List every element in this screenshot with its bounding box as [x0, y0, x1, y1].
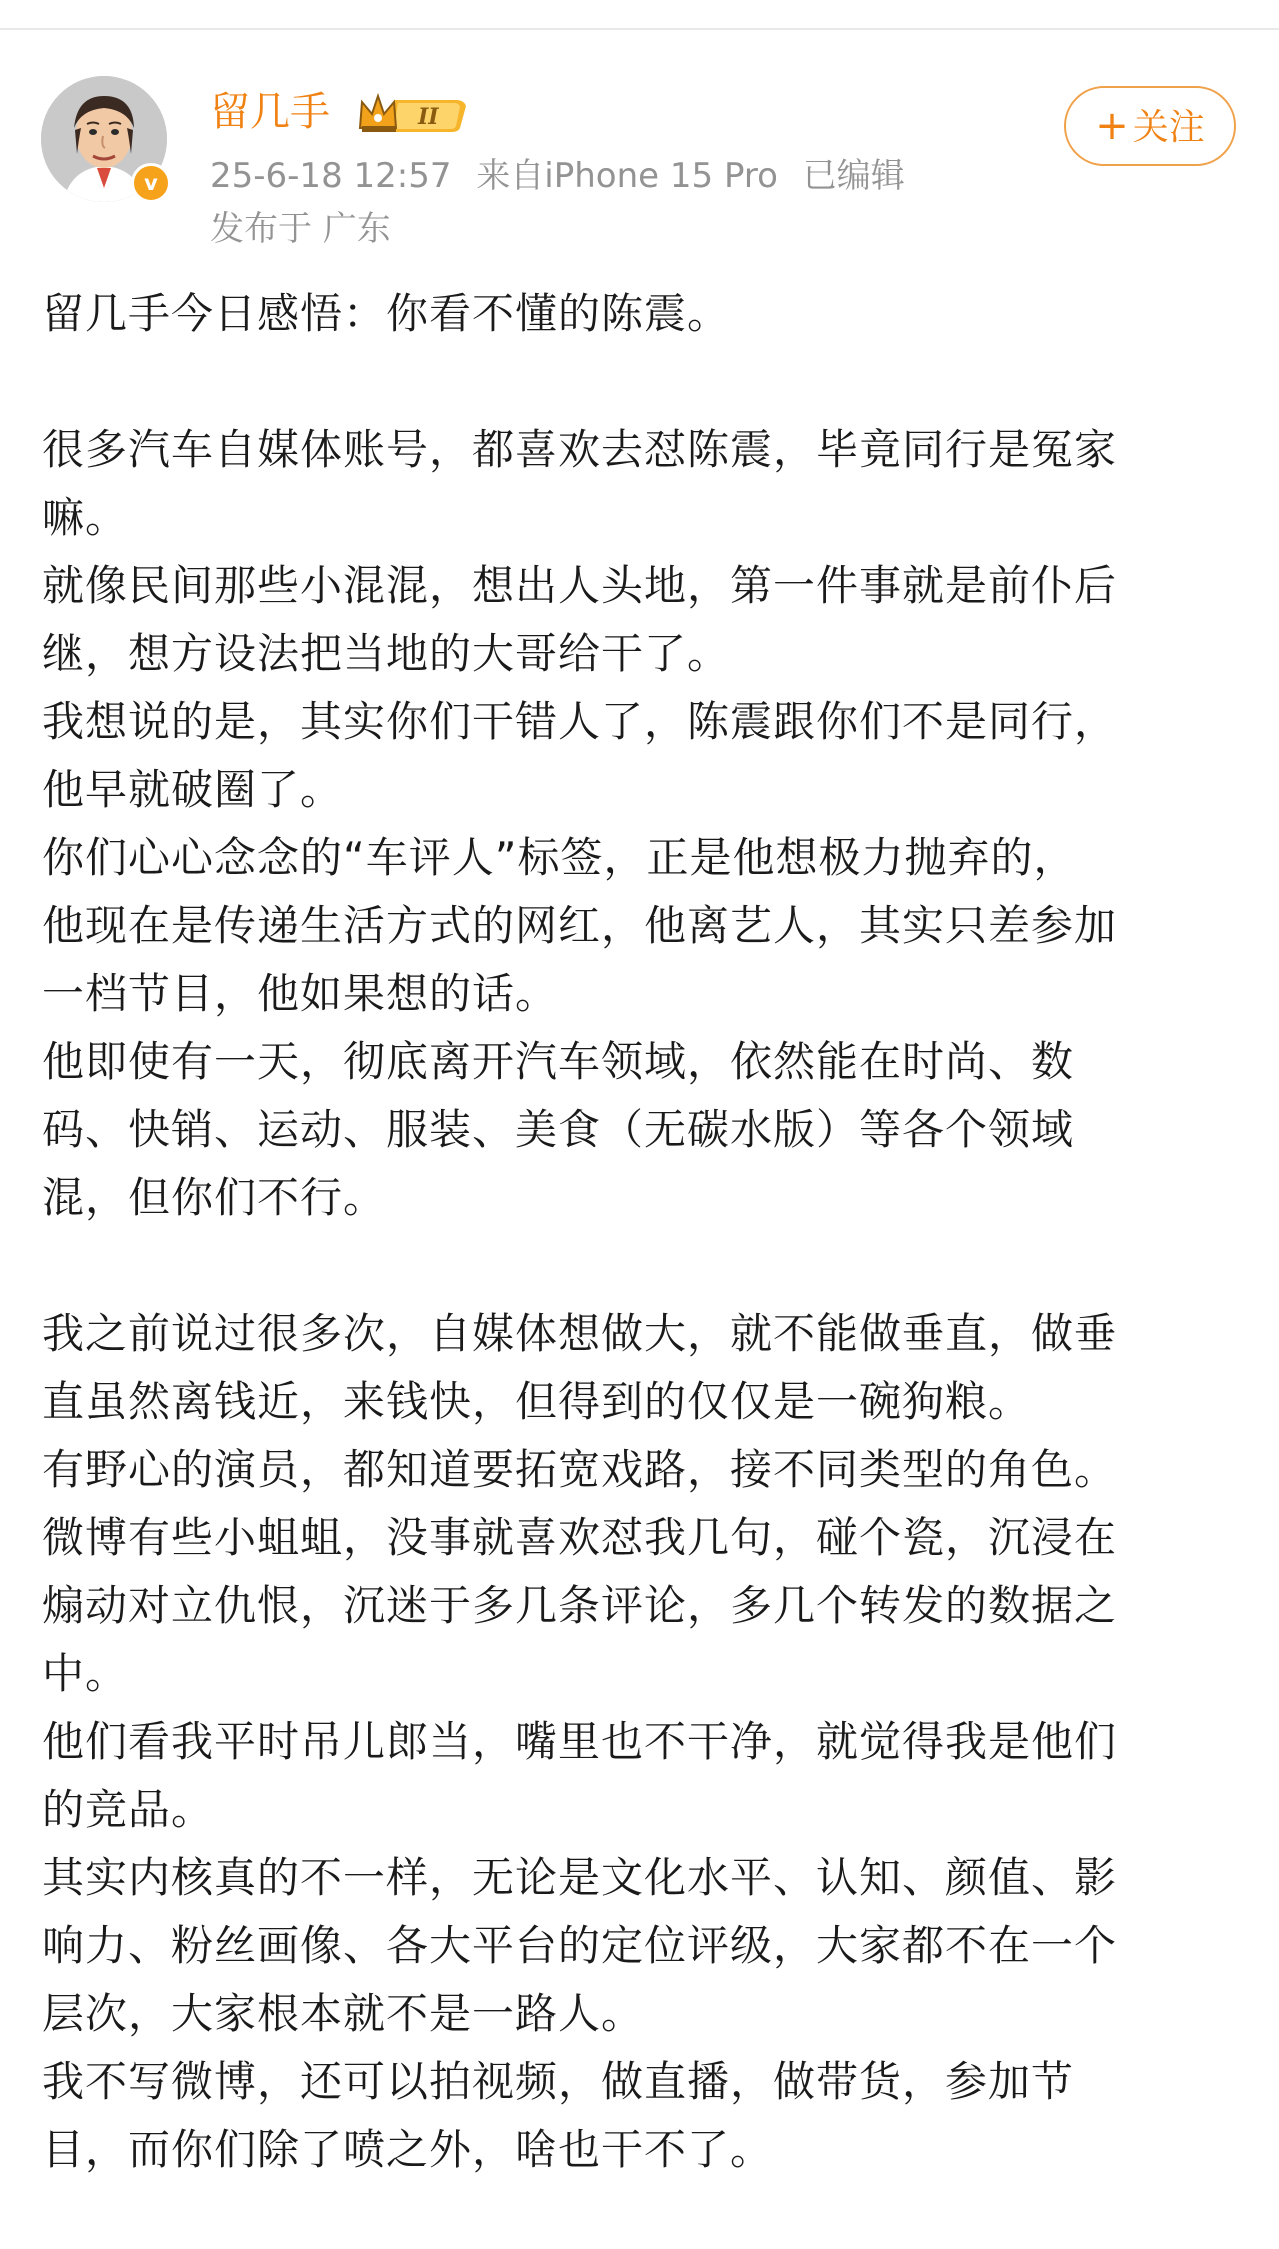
- post-line: 我不写微博，还可以拍视频，做直播，做带货，参加节: [42, 2057, 1075, 2106]
- post-line: 层次，大家根本就不是一路人。: [42, 1989, 645, 2038]
- author-name[interactable]: 留几手: [210, 89, 330, 135]
- post-line: 煽动对立仇恨，沉迷于多几条评论，多几个转发的数据之: [42, 1581, 1118, 1630]
- follow-label: 关注: [1132, 107, 1205, 148]
- edited-label[interactable]: 已编辑: [802, 156, 905, 196]
- post-line: 响力、粉丝画像、各大平台的定位评级，大家都不在一个: [42, 1921, 1118, 1970]
- post-line: 他们看我平时吊儿郎当，嘴里也不干净，就觉得我是他们: [42, 1717, 1118, 1766]
- post-line: 我之前说过很多次，自媒体想做大，就不能做垂直，做垂: [42, 1309, 1118, 1358]
- verified-icon: v: [131, 163, 171, 203]
- post-line: 你们心心念念的“车评人”标签，正是他想极力抛弃的，: [42, 833, 1077, 882]
- post-header: [0, 0, 1279, 262]
- post-line: 有野心的演员，都知道要拓宽戏路，接不同类型的角色。: [42, 1445, 1118, 1494]
- post-meta: [210, 152, 919, 200]
- post-timestamp: 25-6-18 12:57: [210, 156, 452, 196]
- post-line: 很多汽车自媒体账号，都喜欢去怼陈震，毕竟同行是冤家: [42, 425, 1118, 474]
- post-blank-line: [42, 348, 1242, 416]
- post-line: 嘛。: [42, 493, 129, 542]
- post-line: 中。: [42, 1649, 129, 1698]
- post-line: 目，而你们除了喷之外，啥也干不了。: [42, 2125, 774, 2174]
- post-line: 他即使有一天，彻底离开汽车领域，依然能在时尚、数: [42, 1037, 1075, 1086]
- follow-button[interactable]: [1064, 86, 1236, 166]
- post-line: 留几手今日感悟：你看不懂的陈震。: [42, 289, 731, 338]
- post-location: 发布于 广东: [210, 209, 391, 249]
- post-line: 他现在是传递生活方式的网红，他离艺人，其实只差参加: [42, 901, 1118, 950]
- vip-crown-icon[interactable]: [356, 92, 468, 136]
- post-line: 混，但你们不行。: [42, 1173, 387, 1222]
- post-line: 继，想方设法把当地的大哥给干了。: [42, 629, 731, 678]
- post-line: 一档节目，他如果想的话。: [42, 969, 559, 1018]
- post-body: [42, 280, 1242, 2184]
- post-line: 直虽然离钱近，来钱快，但得到的仅仅是一碗狗粮。: [42, 1377, 1032, 1426]
- plus-icon: +: [1095, 103, 1129, 149]
- post-line: 码、快销、运动、服装、美食（无碳水版）等各个领域: [42, 1105, 1075, 1154]
- post-line: 其实内核真的不一样，无论是文化水平、认知、颜值、影: [42, 1853, 1118, 1902]
- post-line: 微博有些小蛆蛆，没事就喜欢怼我几句，碰个瓷，沉浸在: [42, 1513, 1118, 1562]
- post-blank-line: [42, 1232, 1242, 1300]
- vip-level: II: [418, 104, 439, 130]
- post-line: 就像民间那些小混混，想出人头地，第一件事就是前仆后: [42, 561, 1118, 610]
- post-source: 来自iPhone 15 Pro: [476, 156, 778, 196]
- post-line: 的竞品。: [42, 1785, 215, 1834]
- post-line: 我想说的是，其实你们干错人了，陈震跟你们不是同行，: [42, 697, 1118, 746]
- post-line: 他早就破圈了。: [42, 765, 344, 814]
